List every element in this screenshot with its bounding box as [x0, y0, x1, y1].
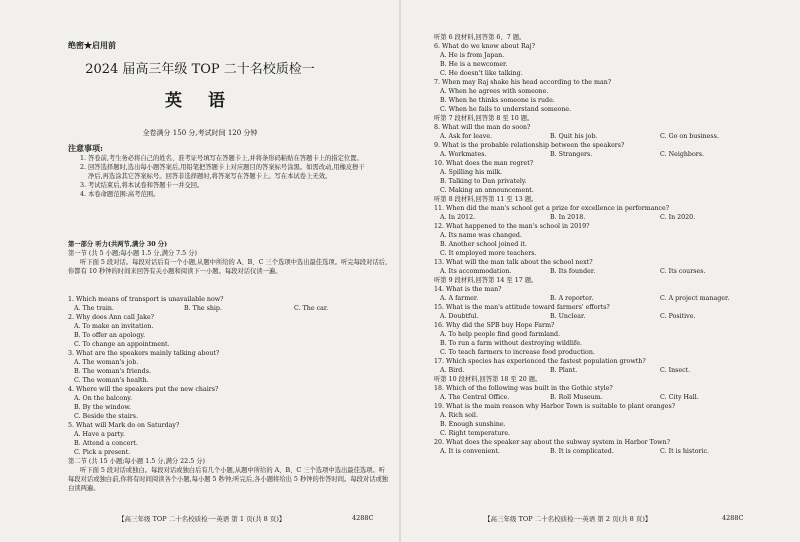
material-8-heading: 听第 8 段材料,回答第 11 至 13 题。	[434, 196, 538, 203]
question-18	[434, 384, 774, 402]
paper-code: 4288C	[352, 514, 374, 522]
option-a: A. The woman's job.	[74, 359, 139, 366]
option-c: C. Positive.	[660, 313, 696, 320]
option-a: A. Ask for leave.	[440, 133, 493, 140]
option-c: C. To teach farmers to increase food production.	[440, 349, 595, 356]
page-2	[400, 0, 800, 542]
question-19	[434, 402, 774, 438]
option-b: B. A reporter.	[550, 295, 594, 302]
options-row	[434, 150, 774, 159]
question-16	[434, 321, 774, 357]
question-text: 1. Which means of transport is unavailable now?	[68, 296, 224, 303]
question-13	[434, 258, 774, 276]
note-item: 1. 答卷前,考生务必将自己的姓名、准考证号填写在答题卡上,并将条形码粘贴在答题卡上的指定位置。	[80, 155, 363, 162]
option-a: A. It is convenient.	[440, 448, 500, 455]
question-text: 13. What will the man talk about the school next?	[434, 259, 593, 266]
question-text: 6. What do we know about Raj?	[434, 43, 535, 50]
question-text: 15. What is the man's attitude toward farmers' efforts?	[434, 304, 610, 311]
options-row	[434, 393, 774, 402]
page-footer: 【高三年级 TOP 二十名校质检一·英语 第 1 页(共 8 页)】	[118, 515, 286, 523]
option-a: A. He is from Japan.	[440, 52, 505, 59]
note-item: 3. 考试结束后,将本试卷和答题卡一并交回。	[80, 182, 204, 189]
option-c: C. Neighbors.	[660, 151, 704, 158]
option-c: C. It employed more teachers.	[440, 250, 537, 257]
material-9-heading: 听第 9 段材料,回答第 14 至 17 题。	[434, 277, 538, 284]
question-text: 7. When may Raj shake his head according to the man?	[434, 79, 612, 86]
question-11	[434, 204, 774, 222]
option-b: B. Another school joined it.	[440, 241, 527, 248]
option-c: C. In 2020.	[660, 214, 696, 221]
part1-heading: 第一部分 听力(共两节,满分 30 分)	[68, 241, 168, 248]
exam-title: 2024 届高三年级 TOP 二十名校质检一	[85, 62, 315, 77]
question-text: 20. What does the speaker say about the subway system in Harbor Town?	[434, 439, 670, 446]
question-9	[434, 141, 774, 159]
question-text: 17. Which species has experienced the fastest population growth?	[434, 358, 646, 365]
option-a: A. Its accommodation.	[440, 268, 512, 275]
option-a: A. A farmer.	[440, 295, 479, 302]
option-a: A. Doubtful.	[440, 313, 479, 320]
option-a: A. Workmates.	[440, 151, 487, 158]
option-b: B. Its founder.	[550, 268, 596, 275]
option-b: B. Strangers.	[550, 151, 593, 158]
question-14	[434, 285, 774, 303]
question-text: 2. Why does Ann call Jake?	[68, 314, 155, 321]
options-row	[68, 304, 390, 313]
option-b: B. Roll Museum.	[550, 394, 603, 401]
material-6-heading: 听第 6 段材料,回答第 6、7 题。	[434, 34, 526, 41]
option-c: C. When he fails to understand someone.	[440, 106, 572, 113]
options-row	[434, 447, 774, 456]
question-6	[434, 42, 774, 78]
option-b: B. To offer an apology.	[74, 332, 146, 339]
note-item: 2. 回答选择题时,选出每小题答案后,用铅笔把答题卡上对应题目的答案标号涂黑。如需改动,用橡皮擦干净后,再选涂其它答案标号。回答非选择题时,将答案写在答题卡上。写在本试卷上无效。	[80, 164, 365, 180]
option-b: B. It is complicated.	[550, 448, 614, 455]
notes-heading: 注意事项:	[68, 143, 103, 153]
option-a: A. When he agrees with someone.	[440, 88, 549, 95]
section1-heading: 第一节 (共 5 小题;每小题 1.5 分,满分 7.5 分)	[68, 250, 197, 257]
question-text: 8. What will the man do soon?	[434, 124, 531, 131]
question-3	[68, 349, 390, 385]
question-text: 3. What are the speakers mainly talking about?	[68, 350, 220, 357]
option-b: B. To run a farm without destroying wildlife.	[440, 340, 582, 347]
question-text: 18. Which of the following was built in the Gothic style?	[434, 385, 613, 392]
question-text: 19. What is the main reason why Harbor Town is suitable to plant oranges?	[434, 403, 676, 410]
question-text: 16. Why did the SPB buy Hope Farm?	[434, 322, 555, 329]
option-c: C. Right temperature.	[440, 430, 511, 437]
option-a: A. The train.	[74, 305, 114, 312]
option-c: C. A project manager.	[660, 295, 730, 302]
confidential-label: 绝密★启用前	[68, 40, 116, 50]
option-b: B. The woman's friends.	[74, 368, 151, 375]
option-b: B. The ship.	[184, 305, 222, 312]
option-c: C. Insect.	[660, 367, 691, 374]
section1-directions: 听下面 5 段对话。每段对话后有一个小题,从题中所给的 A、B、C 三个选项中选出最佳选项。听完每段对话后,你都有 10 秒钟的时间来回答有关小题和阅读下一小题。每段对话仅读一遍。	[68, 259, 388, 275]
option-c: C. Pick a present.	[74, 449, 131, 456]
option-c: C. City Hall.	[660, 394, 699, 401]
note-item: 4. 本卷命题范围:高考范围。	[80, 191, 160, 198]
option-a: A. On the balcony.	[74, 395, 132, 402]
question-5	[68, 421, 390, 457]
notes-list	[80, 154, 370, 199]
options-row	[434, 213, 774, 222]
question-text: 5. What will Mark do on Saturday?	[68, 422, 180, 429]
question-2	[68, 313, 390, 349]
question-text: 14. What is the man?	[434, 286, 502, 293]
option-a: A. Have a party.	[74, 431, 125, 438]
option-b: B. Talking to Dan privately.	[440, 178, 527, 185]
question-7	[434, 78, 774, 114]
score-time-line: 全卷满分 150 分,考试时间 120 分钟	[142, 129, 258, 137]
option-c: C. Its courses.	[660, 268, 706, 275]
option-c: C. It is historic.	[660, 448, 710, 455]
option-a: A. In 2012.	[440, 214, 476, 221]
option-c: C. To change an appointment.	[74, 341, 170, 348]
option-c: C. He doesn't like talking.	[440, 70, 523, 77]
option-a: A. Spilling his milk.	[440, 169, 503, 176]
question-text: 12. What happened to the man's school in 2019?	[434, 223, 590, 230]
option-b: B. He is a newcomer.	[440, 61, 508, 68]
material-10-heading: 听第 10 段材料,回答第 18 至 20 题。	[434, 376, 542, 383]
page-footer: 【高三年级 TOP 二十名校质检一·英语 第 2 页(共 8 页)】	[484, 515, 652, 523]
option-b: B. Enough sunshine.	[440, 421, 506, 428]
question-12	[434, 222, 774, 258]
paper-code: 4288C	[722, 514, 744, 522]
option-b: B. Unclear.	[550, 313, 586, 320]
options-row	[434, 267, 774, 276]
option-c: C. The woman's health.	[74, 377, 149, 384]
options-row	[434, 312, 774, 321]
section2-directions: 听下面 5 段对话或独白。每段对话或独白后有几个小题,从题中所给的 A、B、C 三个选项中选出最佳选项。听每段对话或独白前,你将有时间阅读各个小题,每小题 5 秒钟;听完后,各小题将给出 5 秒钟的作答时间。每段对话或独白读两遍。	[68, 467, 389, 492]
option-a: A. Bird.	[440, 367, 465, 374]
option-a: A. To help people find good farmland.	[440, 331, 561, 338]
option-a: A. Rich soil.	[440, 412, 478, 419]
question-text: 11. When did the man's school get a prize for excellence in performance?	[434, 205, 670, 212]
option-a: A. Its name was changed.	[440, 232, 522, 239]
question-text: 10. What does the man regret?	[434, 160, 534, 167]
options-row	[434, 366, 774, 375]
options-row	[434, 294, 774, 303]
option-b: B. Plant.	[550, 367, 578, 374]
option-a: A. The Central Office.	[440, 394, 510, 401]
question-15	[434, 303, 774, 321]
option-b: B. When he thinks someone is rude.	[440, 97, 555, 104]
option-c: C. Beside the stairs.	[74, 413, 139, 420]
question-4	[68, 385, 390, 421]
options-row	[434, 132, 774, 141]
material-7-heading: 听第 7 段材料,回答第 8 至 10 题。	[434, 115, 534, 122]
question-8	[434, 123, 774, 141]
question-17	[434, 357, 774, 375]
option-a: A. To make an invitation.	[74, 323, 154, 330]
question-text: 9. What is the probable relationship between the speakers?	[434, 142, 625, 149]
question-20	[434, 438, 774, 456]
option-b: B. By the window.	[74, 404, 132, 411]
option-b: B. Attend a concert.	[74, 440, 138, 447]
option-b: B. Quit his job.	[550, 133, 598, 140]
option-b: B. In 2018.	[550, 214, 586, 221]
question-10	[434, 159, 774, 195]
section2-heading: 第二节 (共 15 小题;每小题 1.5 分,满分 22.5 分)	[68, 458, 205, 465]
option-c: C. The car.	[294, 305, 329, 312]
question-text: 4. Where will the speakers put the new chairs?	[68, 386, 219, 393]
subject-title: 英 语	[165, 91, 235, 111]
option-c: C. Making an announcement.	[440, 187, 534, 194]
question-1	[68, 295, 390, 313]
option-c: C. Go on business.	[660, 133, 719, 140]
